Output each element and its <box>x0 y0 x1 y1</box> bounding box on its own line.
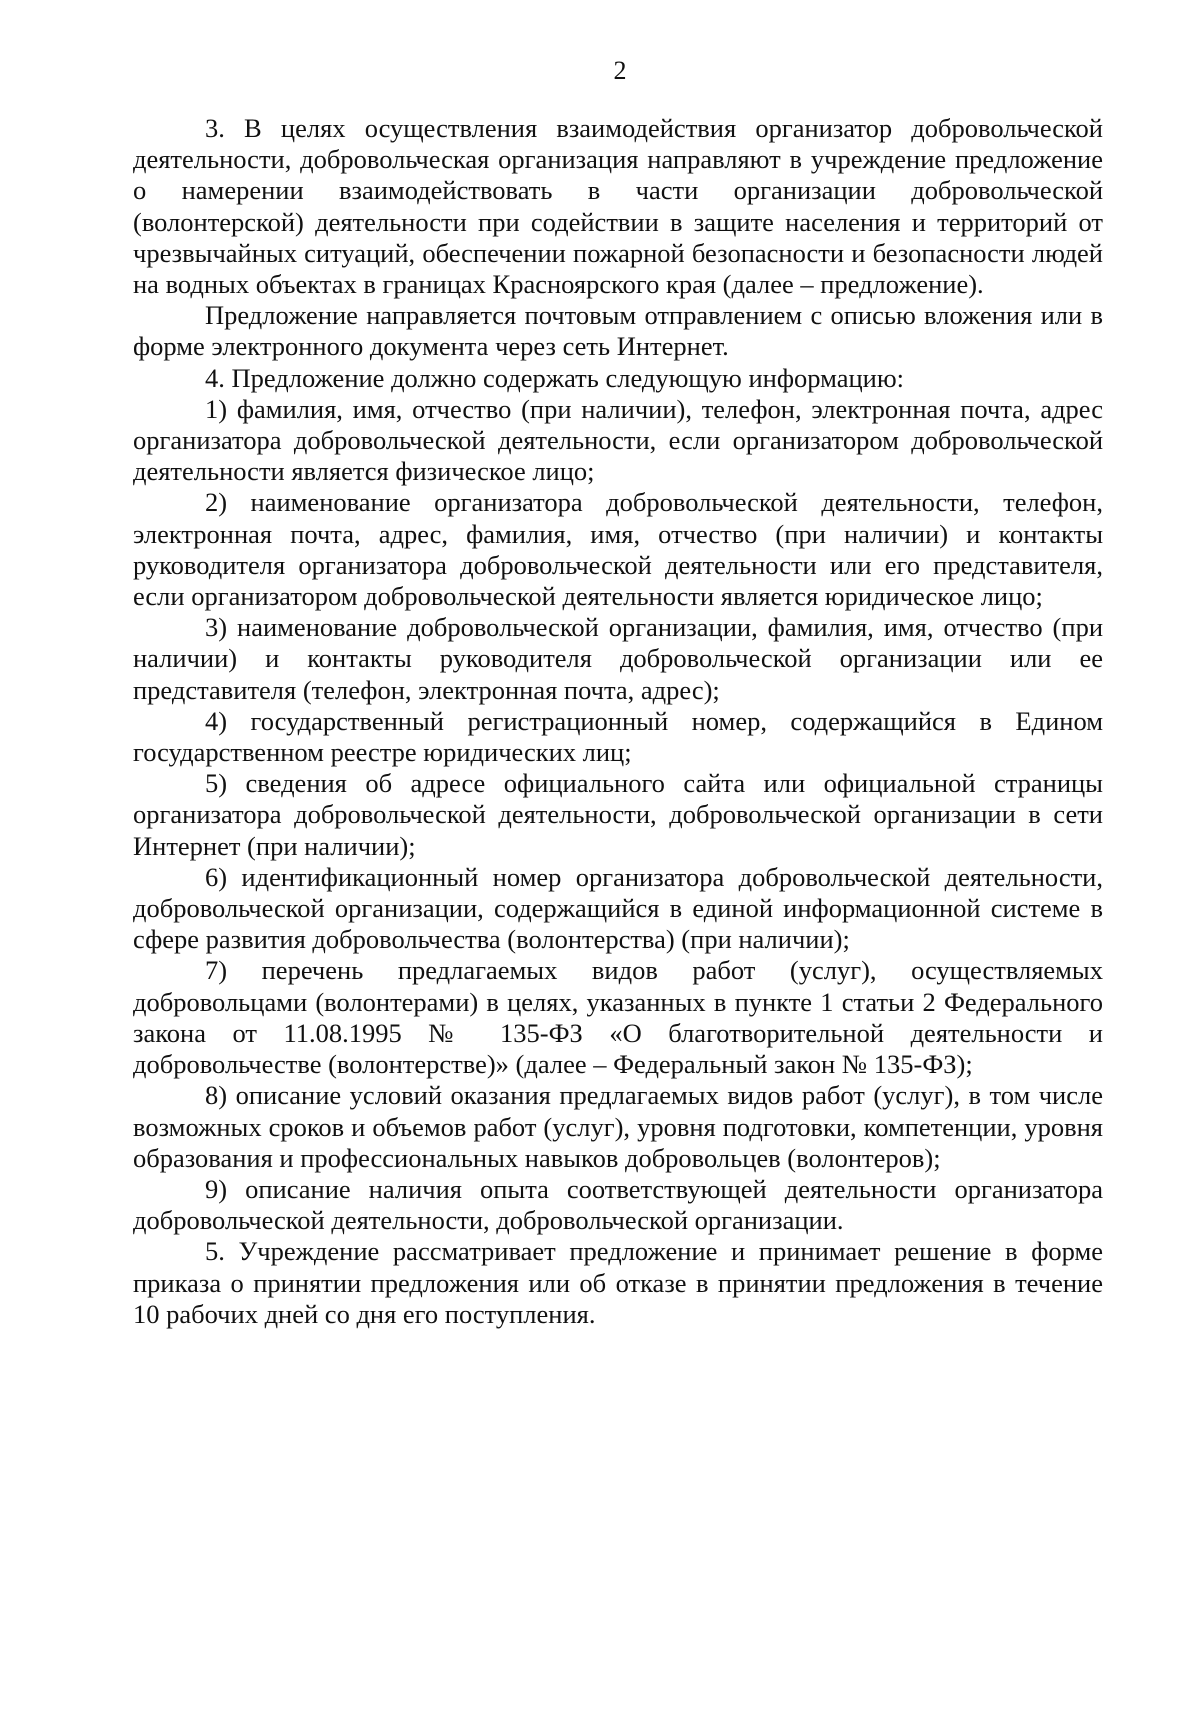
paragraph-3: 3. В целях осуществления взаимодействия организатор добровольческой деятельности, добровольческая организация направляют в учреждение предложение о намерении взаимодействовать в части организации добровольческой (волонтерской) деятельности при содействии в защите населения и территорий от чрезвычайных ситуаций, обеспечении пожарной безопасности и безопасности людей на водных объектах в границах Красноярского края (далее – предложение). <box>133 113 1103 300</box>
list-item-8: 8) описание условий оказания предлагаемых видов работ (услуг), в том числе возможных сроков и объемов работ (услуг), уровня подготовки, компетенции, уровня образования и профессиональных навыков добровольцев (волонтеров); <box>133 1080 1103 1173</box>
document-body <box>133 113 1103 1330</box>
list-item-2: 2) наименование организатора добровольческой деятельности, телефон, электронная почта, адрес, фамилия, имя, отчество (при наличии) и контакты руководителя организатора добровольческой деятельности или его представителя, если организатором добровольческой деятельности является юридическое лицо; <box>133 487 1103 612</box>
page-number: 2 <box>613 56 627 85</box>
list-item-9: 9) описание наличия опыта соответствующей деятельности организатора добровольческой деятельности, добровольческой организации. <box>133 1173 1103 1236</box>
list-item-1: 1) фамилия, имя, отчество (при наличии), телефон, электронная почта, адрес организатора добровольческой деятельности, если организатором добровольческой деятельности является физическое лицо; <box>133 393 1103 487</box>
paragraph-4: 4. Предложение должно содержать следующую информацию: <box>205 362 904 393</box>
list-item-4: 4) государственный регистрационный номер, содержащийся в Едином государственном реестре юридических лиц; <box>133 705 1103 768</box>
paragraph-5: 5. Учреждение рассматривает предложение и принимает решение в форме приказа о принятии предложения или об отказе в принятии предложения в течение 10 рабочих дней со дня его поступления. <box>133 1236 1103 1329</box>
list-item-6: 6) идентификационный номер организатора добровольческой деятельности, добровольческой организации, содержащийся в единой информационной системе в сфере развития добровольчества (волонтерства) (при наличии); <box>133 861 1103 955</box>
list-item-7: 7) перечень предлагаемых видов работ (услуг), осуществляемых добровольцами (волонтерами) в целях, указанных в пункте 1 статьи 2 Федерального закона от 11.08.1995 № 135-ФЗ «О благотворительной деятельности и добровольчестве (волонтерстве)» (далее – Федеральный закон № 135-ФЗ); <box>133 955 1103 1080</box>
list-item-5: 5) сведения об адресе официального сайта или официальной страницы организатора добровольческой деятельности, добровольческой организации в сети Интернет (при наличии); <box>133 768 1103 861</box>
paragraph-submission-method: Предложение направляется почтовым отправлением с описью вложения или в форме электронного документа через сеть Интернет. <box>133 300 1103 362</box>
list-item-3: 3) наименование добровольческой организации, фамилия, имя, отчество (при наличии) и контакты руководителя добровольческой организации или ее представителя (телефон, электронная почта, адрес); <box>133 612 1103 705</box>
